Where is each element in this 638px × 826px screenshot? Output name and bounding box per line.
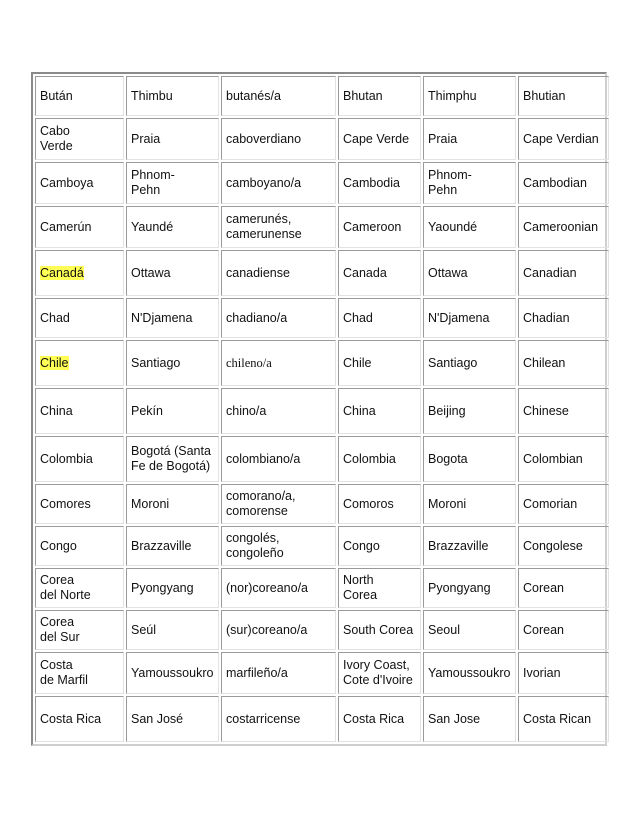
table-cell (338, 610, 421, 650)
table-cell (35, 610, 124, 650)
table-cell (338, 436, 421, 482)
cell-text: Chad (343, 310, 373, 325)
table-cell (423, 206, 516, 248)
cell-text: Thimbu (131, 88, 173, 103)
table-cell (423, 484, 516, 524)
cell-text: Chile (343, 355, 372, 370)
table-cell (126, 610, 219, 650)
table-cell (126, 568, 219, 608)
table-cell (518, 526, 609, 566)
cell-text: Costa Rica (40, 711, 102, 726)
cell-text: Chile (40, 355, 69, 370)
table-cell (35, 388, 124, 434)
cell-text: Brazzaville (428, 538, 489, 553)
cell-text: Chilean (523, 355, 566, 370)
table-cell (126, 162, 219, 204)
table-cell (423, 298, 516, 338)
table-cell (338, 388, 421, 434)
cell-text: Camboya (40, 175, 94, 190)
cell-text: Comoros (343, 496, 394, 511)
cell-text: (nor)coreano/a (226, 580, 308, 595)
cell-text: Chadian (523, 310, 570, 325)
table-cell (338, 652, 421, 694)
cell-text: Corea del Sur (40, 615, 80, 644)
table-cell (35, 250, 124, 296)
table-cell (35, 568, 124, 608)
table-cell (221, 568, 336, 608)
table-cell (518, 436, 609, 482)
cell-text: Congolese (523, 538, 583, 553)
cell-text: Costa Rica (343, 711, 405, 726)
cell-text: Cape Verde (343, 131, 410, 146)
cell-text: San Jose (428, 711, 481, 726)
cell-text: Chinese (523, 403, 569, 418)
table-row (35, 76, 609, 116)
table-cell (518, 652, 609, 694)
cell-text: Corea del Norte (40, 573, 91, 602)
cell-text: Costa Rican (523, 711, 592, 726)
cell-text: Yaundé (131, 219, 174, 234)
cell-text: butanés/a (226, 88, 281, 103)
table-cell (423, 162, 516, 204)
cell-text: Brazzaville (131, 538, 192, 553)
table-cell (423, 568, 516, 608)
table-cell (126, 436, 219, 482)
table-cell (221, 250, 336, 296)
table-cell (338, 76, 421, 116)
cell-text: congolés, congoleño (226, 531, 284, 560)
table-cell (423, 388, 516, 434)
cell-text: canadiense (226, 265, 290, 280)
table-cell (518, 696, 609, 742)
cell-text: comorano/a, comorense (226, 489, 296, 518)
table-cell (423, 652, 516, 694)
table-cell (126, 526, 219, 566)
table-cell (126, 206, 219, 248)
table-cell (221, 526, 336, 566)
cell-text: Comorian (523, 496, 578, 511)
table-cell (221, 436, 336, 482)
cell-text: Chad (40, 310, 70, 325)
table-cell (126, 76, 219, 116)
table-cell (126, 696, 219, 742)
table-cell (518, 118, 609, 160)
cell-text: Praia (428, 131, 458, 146)
cell-text: Corean (523, 622, 564, 637)
table-cell (338, 298, 421, 338)
cell-text: Bután (40, 88, 73, 103)
cell-text: Seúl (131, 622, 157, 637)
table-row (35, 610, 609, 650)
table-cell (338, 118, 421, 160)
table-row (35, 568, 609, 608)
cell-text: North Corea (343, 573, 378, 602)
table-cell (221, 76, 336, 116)
cell-text: Colombia (343, 451, 396, 466)
table-cell (126, 298, 219, 338)
table-cell (221, 388, 336, 434)
cell-text: costarricense (226, 711, 301, 726)
cell-text: Ivory Coast, Cote d'Ivoire (343, 658, 413, 687)
table-cell (35, 436, 124, 482)
table-row (35, 340, 609, 386)
cell-text: Cambodia (343, 175, 400, 190)
table-cell (338, 526, 421, 566)
table-cell (423, 526, 516, 566)
cell-text: China (40, 403, 73, 418)
cell-text: (sur)coreano/a (226, 622, 308, 637)
cell-text: Colombian (523, 451, 583, 466)
cell-text: Pyongyang (428, 580, 491, 595)
table-cell (221, 484, 336, 524)
cell-text: Bogota (428, 451, 468, 466)
table-cell (35, 162, 124, 204)
cell-text: Costa de Marfil (40, 658, 88, 687)
table-cell (423, 436, 516, 482)
table-cell (518, 76, 609, 116)
table-cell (338, 250, 421, 296)
table-cell (126, 652, 219, 694)
cell-text: N'Djamena (428, 310, 490, 325)
cell-text: Cameroonian (523, 219, 599, 234)
cell-text: Ottawa (131, 265, 171, 280)
cell-text: Phnom- Pehn (131, 168, 175, 197)
table-row (35, 526, 609, 566)
cell-text: chino/a (226, 403, 267, 418)
cell-text: Corean (523, 580, 564, 595)
table-cell (338, 696, 421, 742)
table-cell (126, 250, 219, 296)
table-row (35, 250, 609, 296)
table-cell (35, 206, 124, 248)
cell-text: Cameroon (343, 219, 402, 234)
table-cell (518, 568, 609, 608)
table-cell (423, 610, 516, 650)
table-cell (221, 610, 336, 650)
table-cell (221, 696, 336, 742)
table-cell (221, 652, 336, 694)
table-cell (423, 76, 516, 116)
cell-text: China (343, 403, 376, 418)
cell-text: Seoul (428, 622, 460, 637)
country-table-frame (31, 72, 607, 746)
table-cell (35, 652, 124, 694)
cell-text: Bogotá (Santa Fe de Bogotá) (131, 444, 211, 473)
table-row (35, 206, 609, 248)
cell-text: Ivorian (523, 665, 561, 680)
table-cell (221, 340, 336, 386)
table-cell (126, 484, 219, 524)
cell-text: chadiano/a (226, 310, 288, 325)
table-cell (35, 340, 124, 386)
cell-text: Cabo Verde (40, 124, 73, 153)
table-row (35, 652, 609, 694)
table-cell (518, 206, 609, 248)
cell-text: Canadá (40, 265, 84, 280)
table-cell (126, 388, 219, 434)
cell-text: Colombia (40, 451, 93, 466)
table-cell (423, 118, 516, 160)
cell-text: San José (131, 711, 184, 726)
table-row (35, 388, 609, 434)
table-row (35, 118, 609, 160)
cell-text: Pyongyang (131, 580, 194, 595)
table-cell (35, 696, 124, 742)
table-cell (221, 298, 336, 338)
table-body (35, 76, 609, 742)
table-cell (221, 162, 336, 204)
table-row (35, 298, 609, 338)
cell-text: N'Djamena (131, 310, 193, 325)
cell-text: Santiago (428, 355, 478, 370)
cell-text: marfileño/a (226, 665, 288, 680)
table-cell (423, 696, 516, 742)
table-cell (338, 484, 421, 524)
table-cell (518, 250, 609, 296)
table-cell (338, 568, 421, 608)
country-table (33, 74, 611, 744)
cell-text: colombiano/a (226, 451, 301, 466)
table-cell (423, 340, 516, 386)
cell-text: camerunés, camerunense (226, 212, 302, 241)
cell-text: Canada (343, 265, 387, 280)
cell-text: Pekín (131, 403, 163, 418)
cell-text: Yamoussoukro (131, 665, 214, 680)
table-cell (338, 340, 421, 386)
cell-text: Canadian (523, 265, 577, 280)
cell-text: Ottawa (428, 265, 468, 280)
table-cell (126, 118, 219, 160)
cell-text: camboyano/a (226, 175, 302, 190)
table-row (35, 436, 609, 482)
cell-text: Congo (343, 538, 380, 553)
cell-text: Bhutian (523, 88, 566, 103)
cell-text: Yaoundé (428, 219, 478, 234)
table-row (35, 162, 609, 204)
cell-text: Congo (40, 538, 77, 553)
cell-text: South Corea (343, 622, 414, 637)
table-row (35, 484, 609, 524)
cell-text: Bhutan (343, 88, 383, 103)
table-cell (518, 340, 609, 386)
table-row (35, 696, 609, 742)
table-cell (518, 484, 609, 524)
table-cell (35, 298, 124, 338)
table-cell (126, 340, 219, 386)
cell-text: Praia (131, 131, 161, 146)
cell-text: Yamoussoukro (428, 665, 511, 680)
table-cell (338, 162, 421, 204)
cell-text: Moroni (131, 496, 170, 511)
table-cell (423, 250, 516, 296)
cell-text: Comores (40, 496, 91, 511)
cell-text: Moroni (428, 496, 467, 511)
cell-text: Phnom- Pehn (428, 168, 472, 197)
table-cell (518, 298, 609, 338)
table-cell (518, 162, 609, 204)
table-cell (518, 388, 609, 434)
table-cell (35, 118, 124, 160)
table-cell (35, 484, 124, 524)
cell-text: chileno/a (226, 355, 272, 370)
cell-text: Cambodian (523, 175, 587, 190)
cell-text: caboverdiano (226, 131, 302, 146)
cell-text: Cape Verdian (523, 131, 599, 146)
table-cell (35, 526, 124, 566)
table-cell (338, 206, 421, 248)
table-cell (221, 206, 336, 248)
cell-text: Camerún (40, 219, 92, 234)
cell-text: Beijing (428, 403, 466, 418)
table-cell (221, 118, 336, 160)
table-cell (35, 76, 124, 116)
cell-text: Santiago (131, 355, 181, 370)
cell-text: Thimphu (428, 88, 477, 103)
table-cell (518, 610, 609, 650)
